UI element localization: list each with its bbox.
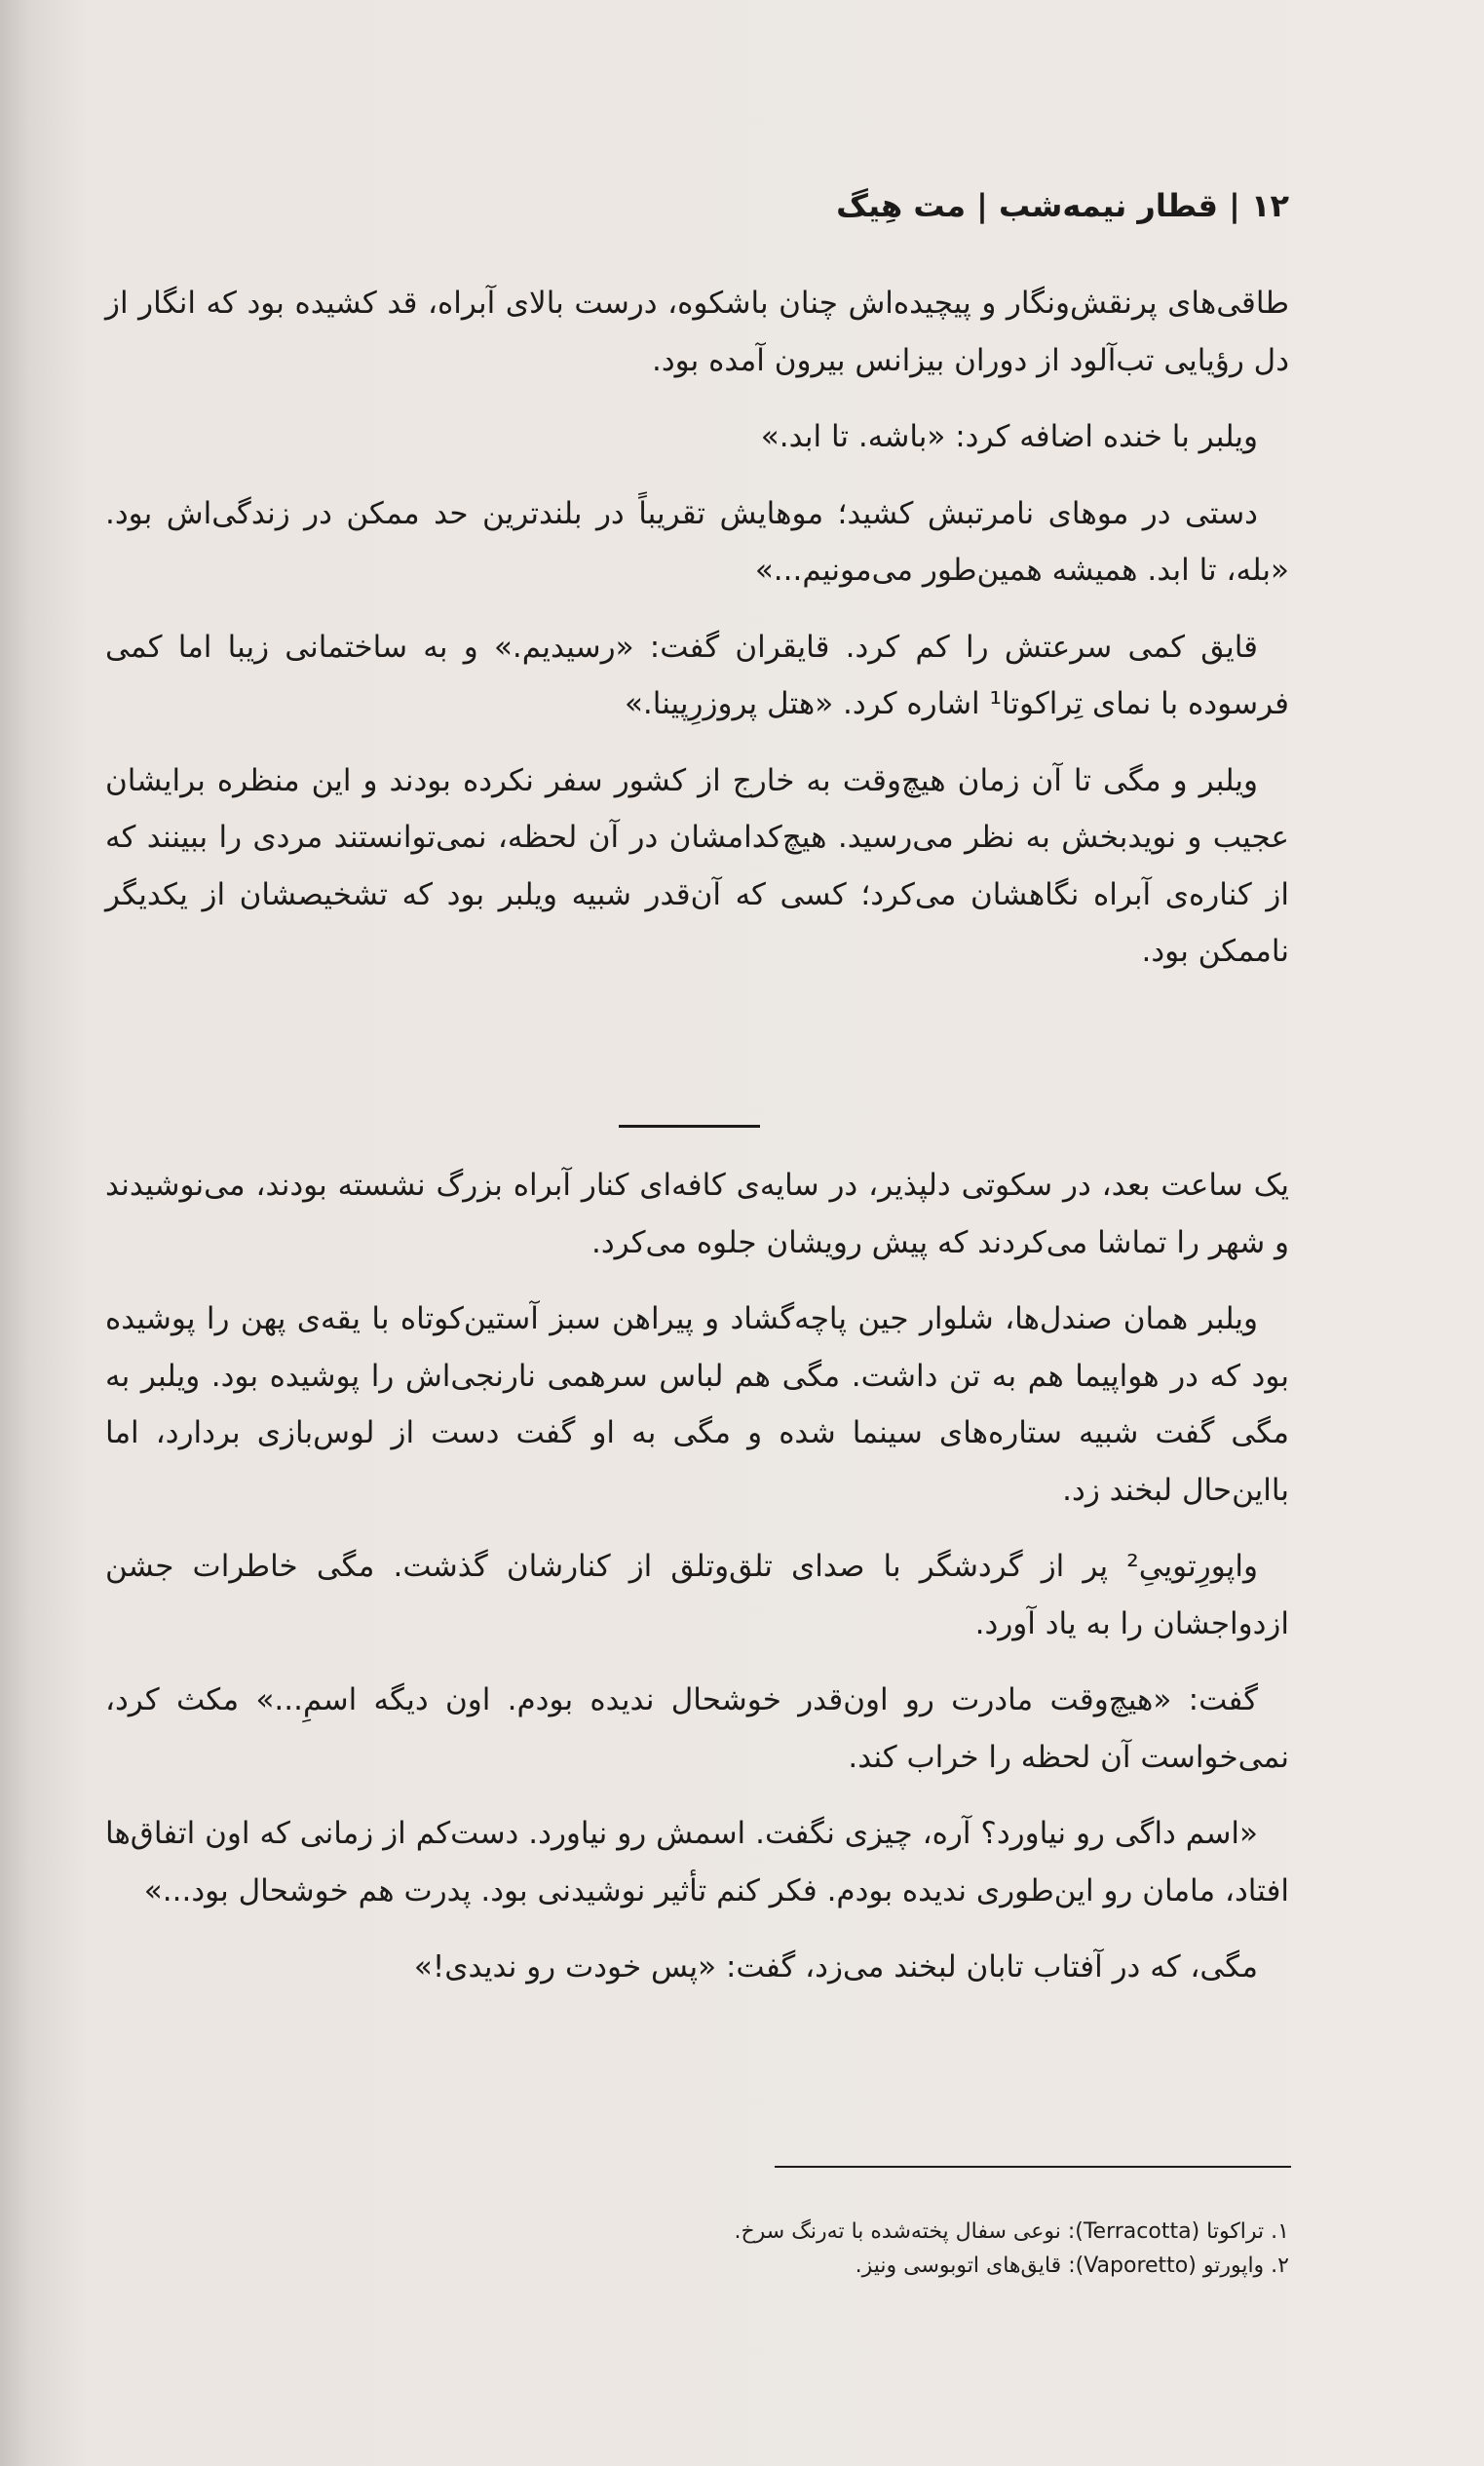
paragraph: مگی، که در آفتاب تابان لبخند می‌زد، گفت: «پس خودت رو ندیدی!» bbox=[413, 1949, 1258, 1984]
paragraph: گفت: «هیچ‌وقت مادرت رو اون‌قدر خوشحال ندیده بودم. اون دیگه اسمِ...» مکث کرد، نمی‌خواست آن لحظه را خراب کند. bbox=[105, 1682, 1289, 1775]
body-text-section-1 bbox=[105, 275, 1289, 1000]
footnotes bbox=[105, 2215, 1289, 2283]
section-divider bbox=[619, 1125, 760, 1128]
paragraph: ویلبر با خنده اضافه کرد: «باشه. تا ابد.» bbox=[760, 419, 1258, 454]
paragraph: ویلبر همان صندل‌ها، شلوار جین پاچه‌گشاد و پیراهن سبز آستین‌کوتاه با یقه‌ی پهن را پوشیده بود که در هواپیما هم به تن داشت. مگی هم لباس سرهمی نارنجی‌اش را پوشیده بود. ویلبر به مگی گفت شبیه ستاره‌های سینما شده و مگی به او گفت دست از لوس‌بازی بردارد، اما بااین‌حال لبخند زد. bbox=[105, 1301, 1289, 1508]
paragraph: «اسم داگی رو نیاورد؟ آره، چیزی نگفت. اسمش رو نیاورد. دست‌کم از زمانی که اون اتفاق‌ها افتاد، مامان رو این‌طوری ندیده بودم. فکر کنم تأثیر نوشیدنی بود. پدرت هم خوشحال بود...» bbox=[105, 1816, 1289, 1908]
body-text-section-2 bbox=[105, 1157, 1289, 2016]
paragraph: یک ساعت بعد، در سکوتی دلپذیر، در سایه‌ی کافه‌ای کنار آبراه بزرگ نشسته بودند، می‌نوشیدند و شهر را تماشا می‌کردند که پیش رویشان جلوه می‌کرد. bbox=[105, 1168, 1289, 1260]
paragraph: واپورِتوییِ² پر از گردشگر با صدای تلق‌وتلق از کنارشان گذشت. مگی خاطرات جشن ازدواجشان را به یاد آورد. bbox=[105, 1549, 1289, 1641]
paragraph: دستی در موهای نامرتبش کشید؛ موهایش تقریباً در بلندترین حد ممکن در زندگی‌اش بود. «بله، تا ابد. همیشه همین‌طور می‌مونیم...» bbox=[105, 495, 1289, 588]
footnote-rule bbox=[775, 2166, 1291, 2168]
running-head: ۱۲ | قطار نیمه‌شب | مت هِیگ bbox=[836, 187, 1289, 224]
paragraph: قایق کمی سرعتش را کم کرد. قایقران گفت: «رسیدیم.» و به ساختمانی زیبا اما کمی فرسوده با نمای تِراکوتا¹ اشاره کرد. «هتل پروزرِپینا.» bbox=[105, 629, 1289, 721]
paragraph: طاقی‌های پرنقش‌ونگار و پیچیده‌اش چنان باشکوه، درست بالای آبراه، قد کشیده بود که انگار از دل رؤیایی تب‌آلود از دوران بیزانس بیرون آمده بود. bbox=[105, 286, 1289, 378]
paragraph: ویلبر و مگی تا آن زمان هیچ‌وقت به خارج از کشور سفر نکرده بودند و این منظره برایشان عجیب و نویدبخش به نظر می‌رسید. هیچ‌کدامشان در آن لحظه، نمی‌توانستند مردی را ببینند که از کناره‌ی آبراه نگاهشان می‌کرد؛ کسی که آن‌قدر شبیه ویلبر بود که تشخیصشان از یکدیگر ناممکن بود. bbox=[105, 762, 1289, 969]
footnote-2: ۲. واپورتو (Vaporetto): قایق‌های اتوبوسی ونیز. bbox=[855, 2254, 1289, 2278]
footnote-1: ۱. تراکوتا (Terracotta): نوعی سفال پخته‌شده با ته‌رنگ سرخ. bbox=[734, 2219, 1289, 2244]
